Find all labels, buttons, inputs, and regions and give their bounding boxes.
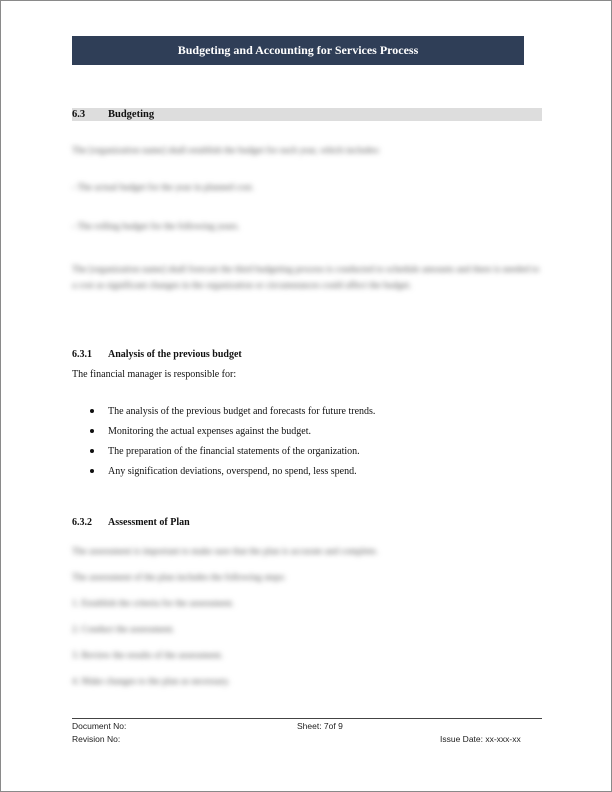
bullet-icon (90, 469, 94, 473)
document-title-banner (72, 36, 524, 65)
blurred-paragraph: 2. Conduct the assessment. (72, 625, 175, 635)
bullet-icon (90, 429, 94, 433)
bullet-icon (90, 409, 94, 413)
subsection-intro: The financial manager is responsible for: (72, 369, 237, 380)
footer-divider (72, 718, 542, 719)
footer-issue-date: Issue Date: xx-xxx-xx (440, 734, 521, 744)
subsection-title: Assessment of Plan (108, 517, 190, 528)
subsection-heading (72, 517, 190, 528)
subsection-heading (72, 349, 242, 360)
bullet-icon (90, 449, 94, 453)
footer-sheet: Sheet: 7of 9 (297, 721, 343, 731)
blurred-paragraph: The assessment of the plan includes the following steps: (72, 573, 286, 583)
blurred-paragraph: The assessment is important to make sure that the plan is accurate and complete. (72, 547, 379, 557)
section-number: 6.3 (72, 109, 86, 120)
blurred-paragraph: 4. Make changes to the plan as necessary. (72, 677, 230, 687)
blurred-paragraph: 3. Review the results of the assessment. (72, 651, 223, 661)
document-title: Budgeting and Accounting for Services Process (177, 43, 419, 57)
subsection-number: 6.3.1 (72, 349, 92, 360)
blurred-paragraph: - The rolling budget for the following years. (72, 222, 240, 232)
footer-document-no: Document No: (72, 721, 127, 731)
footer-revision-no: Revision No: (72, 734, 121, 744)
section-title: Budgeting (108, 109, 155, 120)
subsection-number: 6.3.2 (72, 517, 92, 528)
blurred-paragraph: 1. Establish the criteria for the assessment. (72, 599, 234, 609)
blurred-paragraph: The [organization name] shall establish the budget for each year, which includes: (72, 146, 381, 156)
subsection-title: Analysis of the previous budget (108, 349, 242, 360)
section-heading (72, 108, 542, 121)
blurred-paragraph: The [organization name] shall forecast the third budgeting process is conducted to schedule amounts and there is needed to a cost as significant changes in the organization or circumstances could affect the budget. (72, 265, 540, 291)
blurred-paragraph: - The actual budget for the year in planned cost. (72, 183, 254, 193)
